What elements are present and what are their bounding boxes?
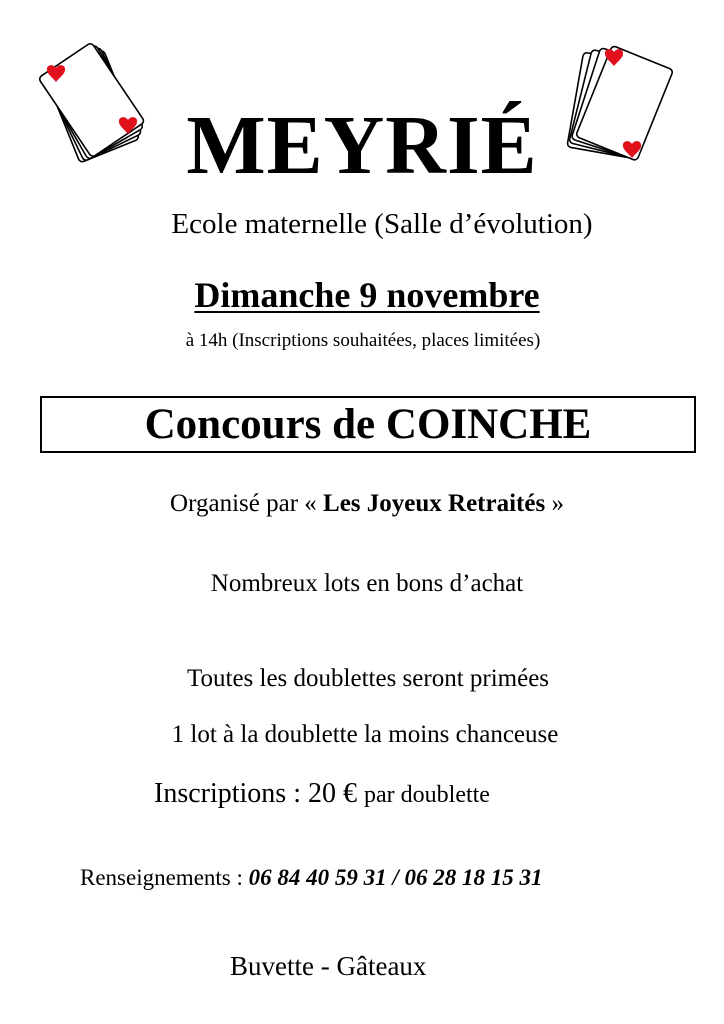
organizer-name: Les Joyeux Retraités bbox=[323, 490, 546, 517]
contact-phones: 06 84 40 59 31 / 06 28 18 15 31 bbox=[248, 865, 543, 890]
venue-text: Ecole maternelle (Salle d’évolution) bbox=[171, 208, 593, 240]
refreshments-text: Buvette - Gâteaux bbox=[230, 951, 427, 981]
contest-title: Concours de COINCHE bbox=[144, 401, 592, 448]
fee-label: Inscriptions : 20 € bbox=[154, 778, 364, 809]
unluckiest-prize-text: 1 lot à la doublette la moins chanceuse bbox=[171, 721, 559, 748]
registration-fee bbox=[154, 776, 490, 813]
time-note: à 14h (Inscriptions souhaitées, places limitées) bbox=[185, 330, 541, 351]
contact-line bbox=[80, 862, 543, 894]
organizer-prefix: Organisé par « bbox=[170, 490, 324, 517]
pairs-rewarded-text: Toutes les doublettes seront primées bbox=[186, 665, 550, 692]
fee-unit: par doublette bbox=[364, 782, 490, 808]
contest-banner bbox=[40, 396, 696, 453]
organizer-line bbox=[0, 487, 724, 521]
organizer-suffix: » bbox=[545, 490, 564, 517]
contact-label: Renseignements : bbox=[80, 865, 249, 890]
page-title: MEYRIÉ bbox=[186, 99, 538, 192]
event-date: Dimanche 9 novembre bbox=[194, 275, 540, 315]
prizes-text: Nombreux lots en bons d’achat bbox=[210, 570, 524, 597]
